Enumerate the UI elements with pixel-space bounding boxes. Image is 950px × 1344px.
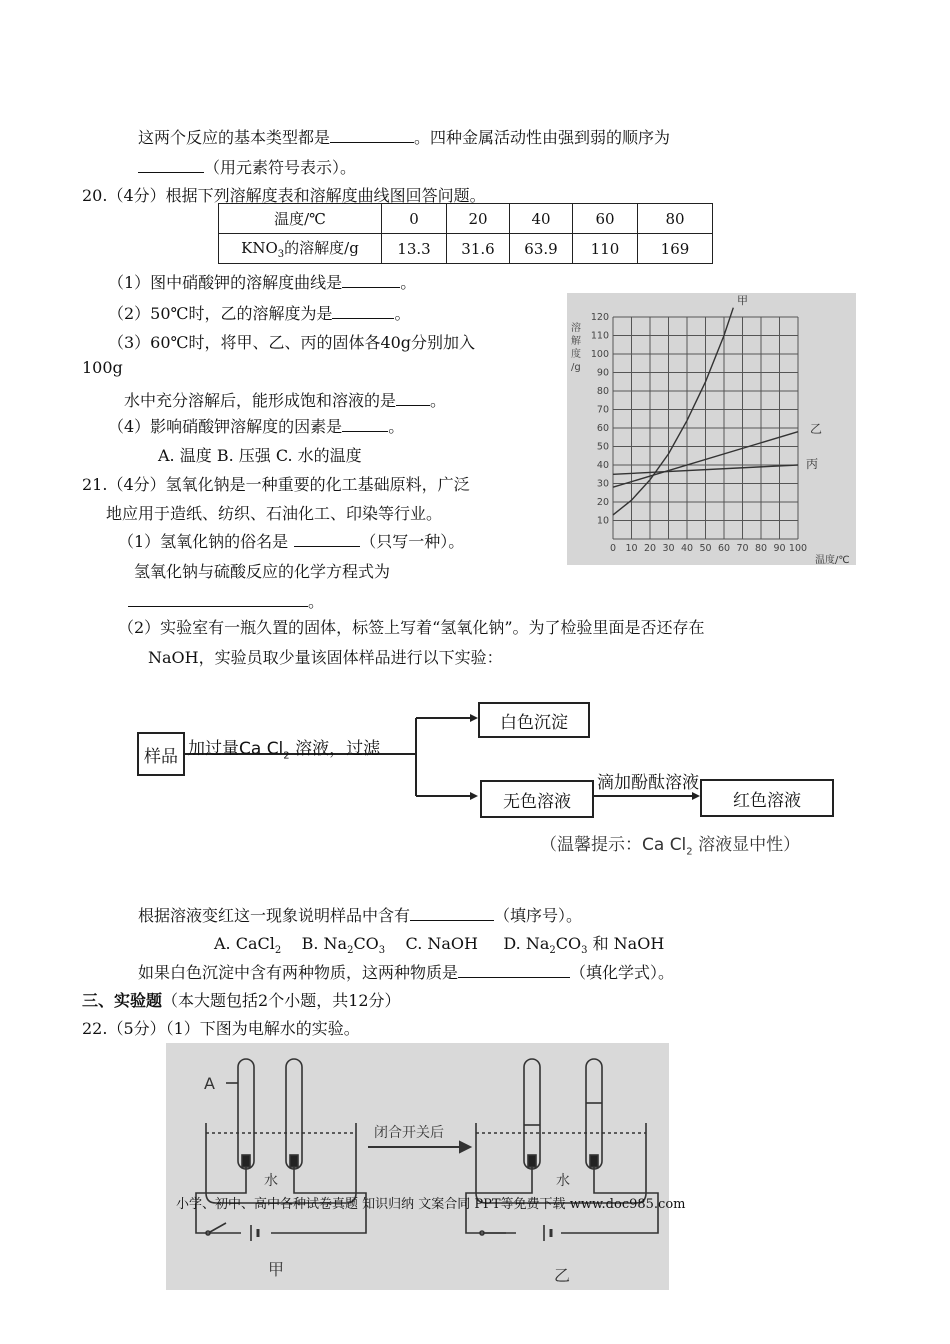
flow-box-white-precipitate: 白色沉淀 (478, 702, 590, 738)
label-part: KNO (241, 239, 278, 257)
q21-sub2b: NaOH，实验员取少量该固体样品进行以下实验： (148, 648, 503, 667)
electrode (590, 1155, 598, 1167)
q20-sub3c (124, 388, 446, 411)
option-c: C. NaOH (405, 934, 478, 953)
electrode (290, 1155, 298, 1167)
arrow-text: 闭合开关后 (374, 1125, 444, 1141)
section3-desc: （本大题包括2个小题，共12分） (162, 991, 401, 1010)
y-tick-label: 60 (596, 423, 609, 434)
option-a: A. CaCl (214, 934, 275, 953)
q21-sub1b: 氢氧化钠与硫酸反应的化学方程式为 (134, 562, 391, 581)
q20-sub4-text: （4）影响硝酸钾溶解度的因素是 (108, 417, 343, 436)
x-tick-label: 80 (754, 543, 768, 554)
reagent-text: 加过量Ca Cl (188, 739, 284, 759)
y-tick-label: 120 (590, 312, 609, 323)
q20-sub2-end: 。 (394, 304, 411, 323)
q20-sub4-end: 。 (388, 417, 405, 436)
answer-blank[interactable] (128, 592, 308, 607)
y-tick-label: 110 (590, 330, 609, 342)
answer-blank[interactable] (342, 273, 400, 288)
answer-blank[interactable] (396, 391, 430, 406)
x-tick-label: 0 (609, 543, 617, 554)
q22-line1: 22.（5分）（1）下图为电解水的实验。 (82, 1019, 360, 1038)
q19-text2: 。四种金属活动性由强到弱的顺序为 (414, 128, 671, 147)
table-cell: 31.6 (447, 234, 510, 264)
figure-label-jia: 甲 (268, 1260, 285, 1279)
y-tick-label: 50 (596, 441, 609, 453)
tail-text3: 如果白色沉淀中含有两种物质，这两种物质是 (138, 963, 459, 982)
hint-text2: 溶液显中性） (692, 835, 801, 855)
answer-blank[interactable] (410, 906, 494, 921)
ylabel-char: 度 (571, 349, 581, 360)
table-cell: 40 (510, 204, 573, 234)
flow-box-red-solution: 红色溶液 (700, 779, 834, 817)
x-tick-label: 20 (643, 543, 657, 554)
q20-sub1-end: 。 (400, 273, 417, 292)
table-cell: 110 (573, 234, 638, 264)
q20-sub2-text: （2）50℃时，乙的溶解度为是 (108, 304, 333, 323)
arrow-head (470, 714, 478, 722)
q19-line1 (138, 125, 670, 148)
table-cell: 13.3 (382, 234, 447, 264)
answer-blank[interactable] (342, 417, 388, 432)
y-tick-label: 40 (596, 460, 609, 471)
curve-label-bing: 丙 (806, 457, 819, 471)
q20-sub1-text: （1）图中硝酸钾的溶解度曲线是 (108, 273, 343, 292)
flow-reagent-label (188, 734, 380, 761)
table-row (219, 204, 713, 234)
table-cell: 20 (447, 204, 510, 234)
water-label: 水 (264, 1173, 278, 1189)
q21-tail-line1 (138, 903, 582, 926)
q21-line1: 21.（4分）氢氧化钠是一种重要的化工基础原料，广泛 (82, 475, 470, 494)
y-tick-label: 20 (596, 497, 609, 508)
q19-text1: 这两个反应的基本类型都是 (138, 128, 331, 147)
y-tick-label: 30 (596, 478, 609, 490)
flow-box-colorless-solution: 无色溶液 (480, 780, 594, 818)
option-d: D. Na (503, 934, 550, 953)
y-tick-label: 70 (596, 404, 609, 416)
y-tick-label: 100 (590, 349, 609, 360)
x-tick-label: 90 (773, 543, 786, 554)
reagent-text2: 溶液，过滤 (289, 739, 381, 759)
water-label: 水 (556, 1173, 570, 1189)
table-cell: 60 (573, 204, 638, 234)
q20-sub2 (108, 301, 410, 324)
x-tick-label: 70 (736, 543, 749, 554)
answer-blank[interactable] (332, 304, 394, 319)
q21-sub1-text: （1）氢氧化钠的俗名是 (118, 532, 289, 551)
q21-sub1 (118, 529, 464, 552)
q20-sub3c-end: 。 (430, 391, 447, 410)
reagent-sub: 2 (283, 750, 290, 762)
tail-end: （填序号）。 (494, 906, 583, 925)
flow-add-phenolphthalein: 滴加酚酞溶液 (597, 773, 699, 793)
ylabel-char: /g (571, 362, 581, 373)
section3-title: 三、实验题 (82, 991, 163, 1010)
q19-text3: （用元素符号表示）。 (204, 158, 357, 177)
y-tick-label: 10 (596, 515, 609, 527)
y-tick-label: 80 (596, 386, 609, 397)
q21-sub1-end: （只写一种）。 (360, 532, 465, 551)
x-tick-label: 60 (717, 543, 731, 554)
q20-sub3b: 100g (82, 358, 123, 377)
q20-sub1 (108, 270, 416, 293)
figure-label-yi: 乙 (554, 1266, 571, 1285)
flow-box-sample: 样品 (137, 732, 185, 776)
q20-sub3c-text: 水中充分溶解后，能形成饱和溶液的是 (124, 391, 397, 410)
q20-header: 20.（4分）根据下列溶解度表和溶解度曲线图回答问题。 (82, 186, 486, 205)
label-a: A (204, 1074, 215, 1093)
solubility-table (218, 203, 713, 264)
q21-line2: 地应用于造纸、纺织、石油化工、印染等行业。 (106, 504, 443, 523)
electrolysis-figure (166, 1043, 669, 1290)
hint-text: （温馨提示：Ca Cl (540, 835, 687, 855)
q20-sub4 (108, 414, 404, 437)
table-cell-label: 温度/℃ (219, 204, 382, 234)
answer-blank[interactable] (138, 158, 204, 173)
arrow-head (470, 792, 478, 800)
section3-heading (82, 988, 401, 1011)
answer-blank[interactable] (458, 963, 570, 978)
x-tick-label: 30 (662, 543, 675, 554)
table-cell: 0 (382, 204, 447, 234)
q20-options: A. 温度 B. 压强 C. 水的温度 (158, 446, 362, 465)
solubility-graph (567, 293, 856, 565)
x-tick-label: 40 (680, 543, 694, 554)
table-cell: 169 (638, 234, 713, 264)
y-tick-label: 90 (596, 367, 609, 379)
option-b: B. Na (301, 934, 348, 953)
q21-sub1b-end: 。 (308, 592, 325, 611)
electrode (242, 1155, 250, 1167)
q20-sub3a: （3）60℃时，将甲、乙、丙的固体各40g分别加入 (108, 333, 476, 352)
x-tick-label: 50 (699, 543, 712, 554)
electrode (528, 1155, 536, 1167)
hint-sub: 2 (686, 846, 693, 858)
table-row (219, 234, 713, 264)
arrow-head (692, 792, 700, 800)
ylabel-char: 解 (571, 336, 581, 347)
tail-text: 根据溶液变红这一现象说明样品中含有 (138, 906, 411, 925)
q21-equation-line (128, 589, 324, 612)
tail-end3: （填化学式）。 (570, 963, 675, 982)
curve-label-jia: 甲 (737, 294, 748, 307)
x-tick-label: 100 (788, 543, 808, 554)
graph-xlabel: 温度/℃ (815, 555, 850, 565)
ylabel-char: 溶 (571, 323, 581, 334)
table-cell-label (219, 234, 382, 264)
curve-label-yi: 乙 (810, 422, 823, 436)
label-sub: 3 (277, 249, 285, 260)
table-cell: 80 (638, 204, 713, 234)
q21-tail-line3 (138, 960, 674, 983)
label-part: 的溶解度/g (284, 239, 359, 257)
answer-blank[interactable] (294, 532, 360, 547)
footer-watermark: 小学、初中、高中各种试卷真题 知识归纳 文案合同 PPT等免费下载 www.doc985.com (176, 1197, 686, 1212)
flow-hint (540, 830, 800, 857)
q19-line2 (138, 155, 356, 178)
q21-options: A. CaCl$_2$ B. $Na_2CO_3$ C. NaOH D. $Na_2CO_3$ 和 NaOH (214, 934, 665, 957)
answer-blank[interactable] (330, 128, 414, 143)
table-cell: 63.9 (510, 234, 573, 264)
q21-sub2a: （2）实验室有一瓶久置的固体，标签上写着“氢氧化钠”。为了检验里面是否还存在 (118, 618, 705, 637)
x-tick-label: 10 (625, 543, 638, 554)
